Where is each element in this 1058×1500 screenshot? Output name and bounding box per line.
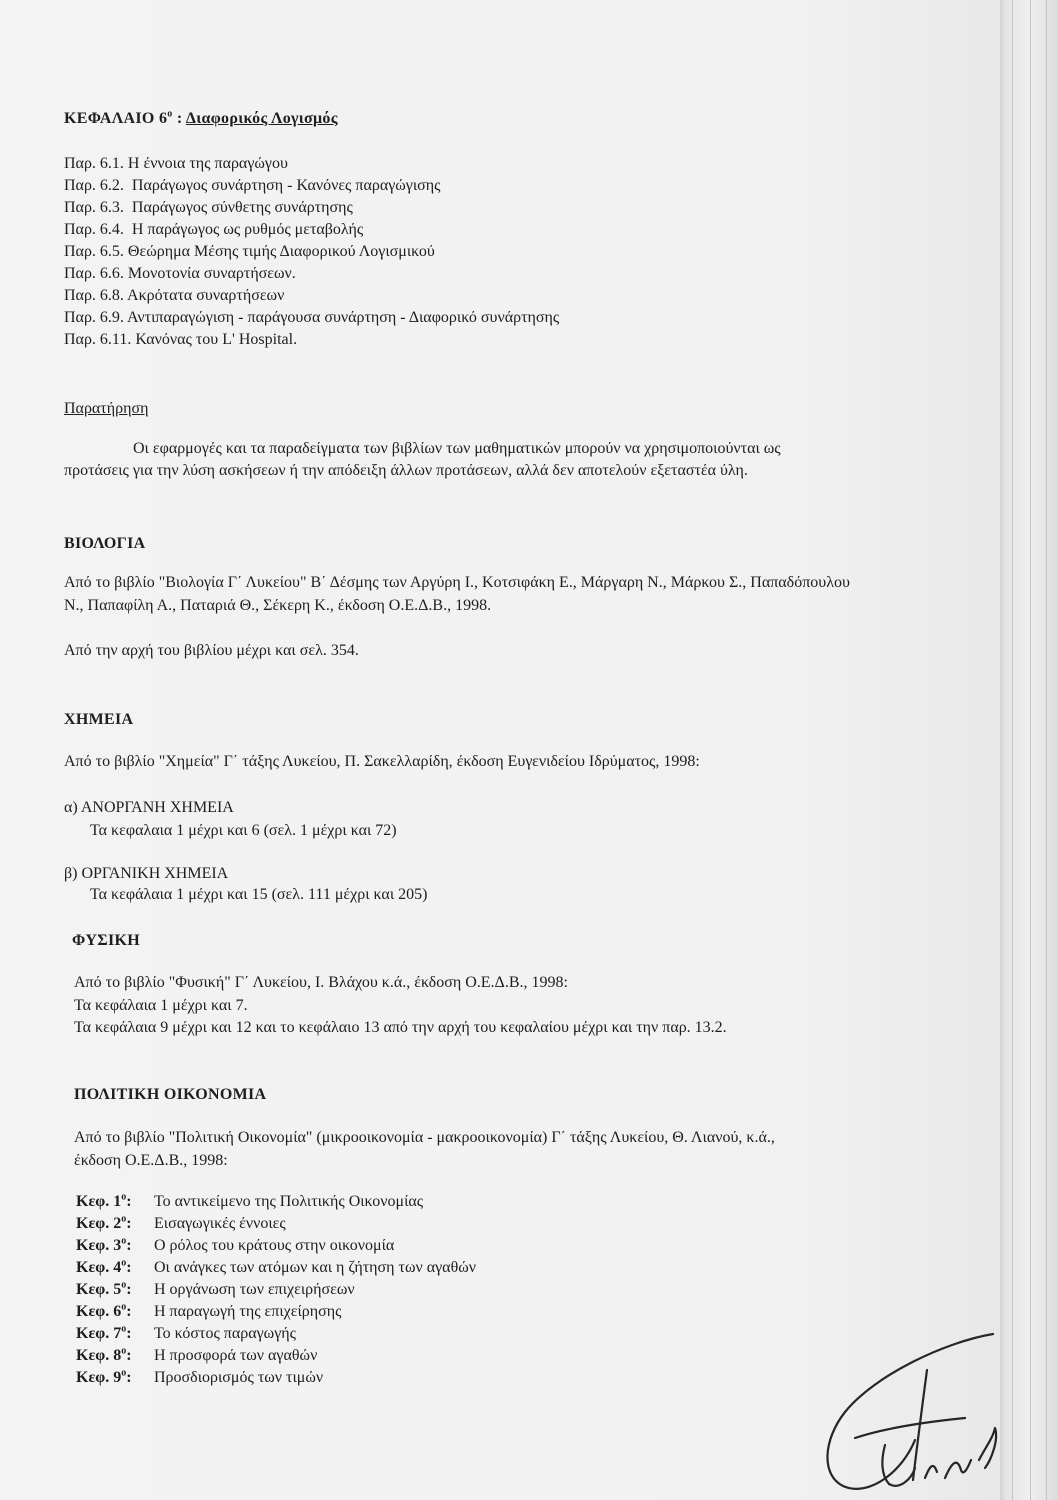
chapter-colon: :: [126, 1347, 132, 1364]
chapter-ordinal-sup: ο: [121, 1191, 127, 1203]
page-edge-line: [1030, 0, 1031, 1500]
economics-chapter-list: [76, 1191, 476, 1389]
chemistry-part-b-title: β) ΟΡΓΑΝΙΚΗ ΧΗΜΕΙΑ: [64, 865, 229, 882]
economics-chapter-row: [76, 1301, 476, 1323]
chapter-title: Η παραγωγή της επιχείρησης: [154, 1303, 342, 1320]
page-edge-line: [1012, 0, 1013, 1500]
economics-source-line-2: έκδοση Ο.Ε.Δ.Β., 1998:: [74, 1152, 228, 1169]
chemistry-source: Από το βιβλίο "Χημεία" Γ΄ τάξης Λυκείου, Π. Σακελλαρίδη, έκδοση Ευγενιδείου Ιδρύματος, 1998:: [64, 753, 700, 770]
economics-chapter-row: [76, 1345, 476, 1367]
chapter-colon: :: [126, 1325, 132, 1342]
chapter-label: [76, 1345, 154, 1367]
chapter-number: Κεφ. 5: [76, 1281, 122, 1298]
biology-source-line-1: Από το βιβλίο "Βιολογία Γ΄ Λυκείου" Β΄ Δέσμης των Αργύρη Ι., Κοτσιφάκη Ε., Μάργαρη Ν., Μάρκου Σ., Παπαδόπουλου: [64, 574, 850, 591]
chapter-label: [76, 1213, 154, 1235]
chapter-title: Προσδιορισμός των τιμών: [154, 1369, 324, 1386]
calculus-topic-item: Παρ. 6.11. Κανόνας του L' Hospital.: [64, 331, 298, 348]
chemistry-part-b-detail: Τα κεφάλαια 1 μέχρι και 15 (σελ. 111 μέχρι και 205): [90, 886, 428, 903]
handwritten-signature: [815, 1330, 1005, 1495]
economics-chapter-row: [76, 1323, 476, 1345]
chapter-title: Η προσφορά των αγαθών: [154, 1347, 318, 1364]
chapter-title: Οι ανάγκες των ατόμων και η ζήτηση των αγαθών: [154, 1259, 476, 1276]
chapter-number: Κεφ. 2: [76, 1215, 122, 1232]
chapter-colon: :: [126, 1237, 132, 1254]
calculus-topic-item: Παρ. 6.6. Μονοτονία συναρτήσεων.: [64, 265, 296, 282]
remark-heading: Παρατήρηση: [64, 400, 149, 417]
calculus-heading-separator: :: [172, 110, 186, 127]
chapter-colon: :: [126, 1281, 132, 1298]
chapter-label: [76, 1367, 154, 1389]
chapter-label: [76, 1323, 154, 1345]
calculus-topic-item: Παρ. 6.2. Παράγωγος συνάρτηση - Κανόνες παραγώγισης: [64, 177, 441, 194]
physics-line-1: Από το βιβλίο "Φυσική" Γ΄ Λυκείου, Ι. Βλάχου κ.ά., έκδοση Ο.Ε.Δ.Β., 1998:: [74, 974, 568, 991]
calculus-heading-sup: ο: [167, 108, 173, 120]
chapter-label: [76, 1235, 154, 1257]
economics-chapter-row: [76, 1279, 476, 1301]
chapter-number: Κεφ. 1: [76, 1193, 122, 1210]
chapter-number: Κεφ. 6: [76, 1303, 122, 1320]
chemistry-heading: ΧΗΜΕΙΑ: [64, 711, 134, 728]
economics-chapter-row: [76, 1257, 476, 1279]
chapter-colon: :: [126, 1215, 132, 1232]
economics-chapter-row: [76, 1191, 476, 1213]
economics-source-line-1: Από το βιβλίο "Πολιτική Οικονομία" (μικροοικονομία - μακροοικονομία) Γ΄ τάξης Λυκείου, Θ. Λιανού, κ.ά.,: [74, 1129, 775, 1146]
chapter-colon: :: [126, 1259, 132, 1276]
chapter-colon: :: [126, 1193, 132, 1210]
chapter-ordinal-sup: ο: [121, 1345, 127, 1357]
calculus-heading-title: Διαφορικός Λογισμός: [185, 110, 338, 127]
chapter-title: Εισαγωγικές έννοιες: [154, 1215, 286, 1232]
chapter-number: Κεφ. 8: [76, 1347, 122, 1364]
economics-chapter-row: [76, 1213, 476, 1235]
calculus-heading: [64, 108, 338, 130]
remark-line-1: Οι εφαρμογές και τα παραδείγματα των βιβλίων των μαθηματικών μπορούν να χρησιμοποιούνται ως: [133, 440, 781, 457]
calculus-topic-list: [64, 153, 559, 351]
economics-chapter-row: [76, 1235, 476, 1257]
biology-heading: ΒΙΟΛΟΓΙΑ: [64, 535, 146, 552]
chapter-ordinal-sup: ο: [121, 1235, 127, 1247]
physics-line-2: Τα κεφάλαια 1 μέχρι και 7.: [74, 997, 248, 1014]
chapter-number: Κεφ. 3: [76, 1237, 122, 1254]
chapter-colon: :: [126, 1303, 132, 1320]
chemistry-part-a-detail: Τα κεφαλαια 1 μέχρι και 6 (σελ. 1 μέχρι και 72): [90, 822, 397, 839]
physics-line-3: Τα κεφάλαια 9 μέχρι και 12 και το κεφάλαιο 13 από την αρχή του κεφαλαίου μέχρι και την παρ. 13.2.: [74, 1019, 727, 1036]
chapter-colon: :: [126, 1369, 132, 1386]
chapter-ordinal-sup: ο: [121, 1301, 127, 1313]
biology-source-line-2: Ν., Παπαφίλη Α., Παταριά Θ., Σέκερη Κ., έκδοση Ο.Ε.Δ.Β., 1998.: [64, 597, 492, 614]
chapter-title: Το αντικείμενο της Πολιτικής Οικονομίας: [154, 1193, 424, 1210]
chapter-label: [76, 1301, 154, 1323]
calculus-topic-item: Παρ. 6.9. Αντιπαραγώγιση - παράγουσα συνάρτηση - Διαφορικό συνάρτησης: [64, 309, 560, 326]
chapter-label: [76, 1279, 154, 1301]
chapter-ordinal-sup: ο: [121, 1279, 127, 1291]
chapter-ordinal-sup: ο: [121, 1323, 127, 1335]
calculus-topic-item: Παρ. 6.4. Η παράγωγος ως ρυθμός μεταβολής: [64, 221, 364, 238]
chapter-ordinal-sup: ο: [121, 1257, 127, 1269]
calculus-topic-item: Παρ. 6.1. Η έννοια της παραγώγου: [64, 155, 288, 172]
chapter-number: Κεφ. 7: [76, 1325, 122, 1342]
page-edge-line: [1046, 0, 1047, 1500]
economics-heading: ΠΟΛΙΤΙΚΗ ΟΙΚΟΝΟΜΙΑ: [74, 1086, 267, 1103]
chapter-ordinal-sup: ο: [121, 1213, 127, 1225]
chapter-label: [76, 1257, 154, 1279]
page-edge-stack: [1000, 0, 1058, 1500]
chapter-title: Ο ρόλος του κράτους στην οικονομία: [154, 1237, 395, 1254]
physics-heading: ΦΥΣΙΚΗ: [72, 932, 140, 949]
chapter-label: [76, 1191, 154, 1213]
chapter-title: Η οργάνωση των επιχειρήσεων: [154, 1281, 355, 1298]
economics-chapter-row: [76, 1367, 476, 1389]
calculus-topic-item: Παρ. 6.8. Ακρότατα συναρτήσεων: [64, 287, 285, 304]
calculus-topic-item: Παρ. 6.3. Παράγωγος σύνθετης συνάρτησης: [64, 199, 353, 216]
chapter-ordinal-sup: ο: [121, 1367, 127, 1379]
calculus-heading-label: ΚΕΦΑΛΑΙΟ 6: [64, 110, 168, 127]
chapter-number: Κεφ. 4: [76, 1259, 122, 1276]
remark-line-2: προτάσεις για την λύση ασκήσεων ή την απόδειξη άλλων προτάσεων, αλλά δεν αποτελούν εξεταστέα ύλη.: [64, 462, 748, 479]
biology-scope: Από την αρχή του βιβλίου μέχρι και σελ. 354.: [64, 642, 359, 659]
calculus-topic-item: Παρ. 6.5. Θεώρημα Μέσης τιμής Διαφορικού Λογισμικού: [64, 243, 435, 260]
chapter-number: Κεφ. 9: [76, 1369, 122, 1386]
chapter-title: Το κόστος παραγωγής: [154, 1325, 296, 1342]
chemistry-part-a-title: α) ΑΝΟΡΓΑΝΗ ΧΗΜΕΙΑ: [64, 799, 234, 816]
